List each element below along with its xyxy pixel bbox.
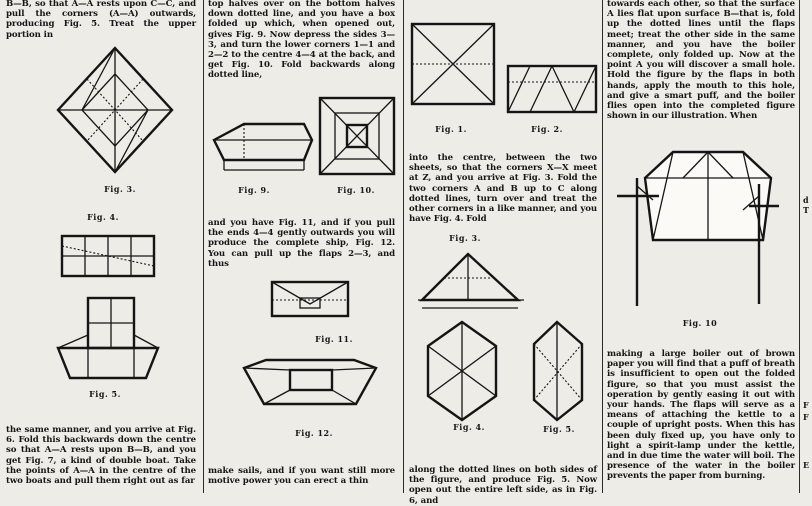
- column-3-bottom-text: along the dotted lines on both sides of the figure, and produce Fig. 5. Now open out the entire left side, as in Fig. 6, and: [409, 465, 597, 506]
- column-3-top-text: into the centre, between the two sheets, so that the corners X—X meet at Z, and you arrive at Fig. 3. Fold the two corners A and B up to C along dotted lines, turn over and treat the other corners in a like manner, and you have Fig. 4. Fold: [409, 153, 597, 225]
- column-1-top-text: B—B, so that A—A rests upon C—C, and pull the corners (A—A) outwards, producing Fig. 5. Treat the upper portion in: [6, 0, 196, 40]
- column-3: [404, 0, 600, 506]
- edge-fragment-4: F: [803, 412, 809, 422]
- edge-fragment-3: F: [803, 400, 809, 410]
- caption-fig-3: Fig. 3.: [104, 184, 136, 194]
- caption-fig-2: Fig. 2.: [531, 124, 563, 134]
- caption-fig-9: Fig. 9.: [238, 185, 270, 195]
- fig-5-boat-drawing: [0, 0, 200, 400]
- fig-12-ship-drawing: [204, 0, 404, 400]
- column-2-top-text: top halves over on the bottom halves down dotted line, and you have a box folded up which, when opened out, gives Fig. 9. Now depress the sides 3—3, and turn the lower corners 1—1 and 2—2 to the centre 4—4 at the back, and get Fig. 10. Fold backwards along dotted line,: [208, 0, 395, 81]
- fig-5-hexagon-drawing: [404, 0, 604, 400]
- caption-fig-4: Fig. 4.: [87, 212, 119, 222]
- fig-10-boiler-drawing: [603, 0, 803, 400]
- edge-fragment-1: d: [803, 195, 809, 205]
- column-4-top-text: towards each other, so that the surface A lies flat upon surface B—that is, fold up the dotted lines until the flaps meet; treat the other side in the same manner, and you have the boiler complete, only folded up. Now at the point A you will discover a small hole. Hold the figure by the flaps in both hands, apply the mouth to this hole, and give a smart puff, and the boiler flies open into the completed figure shown in our illustration. When: [607, 0, 795, 122]
- column-1-bottom-text: the same manner, and you arrive at Fig. 6. Fold this backwards down the centre so that A—A rests upon B—B, and you get Fig. 7, a kind of double boat. Take the points of A—A in the centre of the two boats and pull them right out as far: [6, 425, 196, 487]
- caption-fig-5: Fig. 5.: [543, 424, 575, 434]
- caption-fig-3: Fig. 3.: [449, 233, 481, 243]
- edge-fragment-5: E: [803, 460, 810, 470]
- column-2-bottom-text: make sails, and if you want still more motive power you can erect a thin: [208, 466, 395, 487]
- caption-fig-1: Fig. 1.: [435, 124, 467, 134]
- column-4: [603, 0, 799, 493]
- column-4-bottom-text: making a large boiler out of brown paper you will find that a puff of breath is insufficient to open out the folded figure, so that you must assist the operation by gently easing it out with your hands. The flaps will serve as a means of attaching the kettle to a couple of upright posts. When this has been duly fixed up, you have only to light a spirit-lamp under the kettle, and in due time the water will boil. The presence of the water in the boiler prevents the paper from burning.: [607, 349, 795, 482]
- caption-fig-4: Fig. 4.: [453, 422, 485, 432]
- caption-fig-10: Fig. 10: [682, 318, 718, 328]
- column-2: [204, 0, 401, 493]
- column-2-middle-text: and you have Fig. 11, and if you pull the ends 4—4 gently outwards you will produce the complete ship, Fig. 12. You can pull up the flaps 2—3, and thus: [208, 218, 395, 269]
- edge-fragment-2: T: [803, 205, 809, 215]
- column-1: [0, 0, 200, 493]
- column-rule-4: [799, 0, 800, 493]
- caption-fig-12: Fig. 12.: [295, 428, 333, 438]
- caption-fig-11: Fig. 11.: [315, 334, 353, 344]
- caption-fig-5: Fig. 5.: [89, 389, 121, 399]
- caption-fig-10: Fig. 10.: [337, 185, 375, 195]
